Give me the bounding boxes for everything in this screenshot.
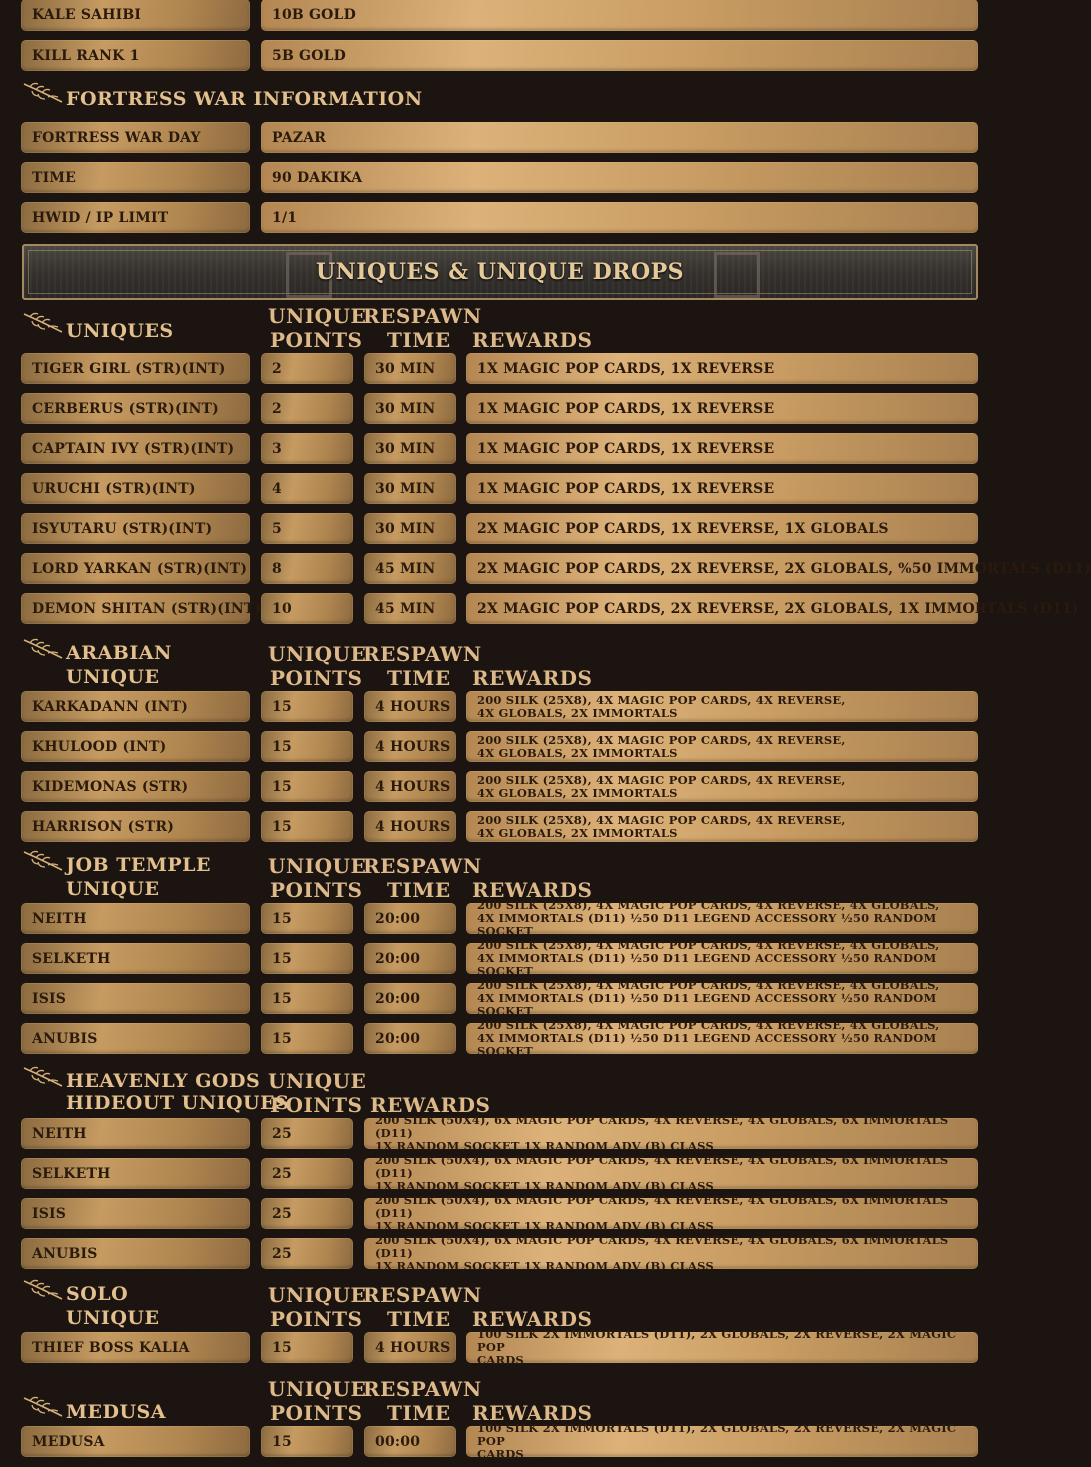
reward: [364, 1233, 978, 1273]
header-rewards: REWARDS: [472, 878, 593, 902]
reward-line-1: 200 SILK (50X4), 6X MAGIC POP CARDS, 4X REVERSE, 4X GLOBALS, 6X IMMORTALS (D11): [375, 1233, 949, 1260]
reward: [466, 811, 978, 842]
header-rewards: REWARDS: [472, 328, 593, 352]
unique-name: CAPTAIN IVY (STR)(INT): [21, 433, 250, 464]
header-points: POINTS: [270, 1093, 363, 1117]
unique-points: 8: [261, 553, 353, 584]
unique-points: 25: [261, 1118, 353, 1149]
row-label: TIME: [21, 162, 250, 193]
section-title-line2: HIDEOUT UNIQUES: [66, 1092, 290, 1114]
header-time: TIME: [387, 666, 451, 690]
unique-points: 15: [261, 731, 353, 762]
unique-name: ISIS: [21, 1198, 250, 1229]
reward-line-2: 4X GLOBALS, 2X IMMORTALS: [477, 745, 678, 760]
unique-name: MEDUSA: [21, 1426, 250, 1457]
reward: 1X MAGIC POP CARDS, 1X REVERSE: [466, 393, 978, 424]
unique-name: ISYUTARU (STR)(INT): [21, 513, 250, 544]
section-title: UNIQUES: [66, 320, 174, 342]
section-title: MEDUSA: [66, 1401, 167, 1423]
unique-name: HARRISON (STR): [21, 811, 250, 842]
header-time: TIME: [387, 1401, 451, 1425]
wheat-icon: [22, 1394, 64, 1422]
unique-name: LORD YARKAN (STR)(INT): [21, 553, 250, 584]
unique-points: 15: [261, 691, 353, 722]
respawn-time: 45 MIN: [364, 593, 456, 624]
unique-name: KIDEMONAS (STR): [21, 771, 250, 802]
section-title: JOB TEMPLE: [66, 854, 211, 876]
respawn-time: 20:00: [364, 1023, 456, 1054]
header-respawn: RESPAWN: [363, 1283, 482, 1307]
respawn-time: 30 MIN: [364, 353, 456, 384]
reward: [466, 1018, 978, 1058]
respawn-time: 00:00: [364, 1426, 456, 1457]
reward-line-1: 200 SILK (25X8), 4X MAGIC POP CARDS, 4X REVERSE, 4X GLOBALS,: [477, 898, 940, 912]
unique-name: SELKETH: [21, 943, 250, 974]
header-time: TIME: [387, 328, 451, 352]
unique-points: 15: [261, 1426, 353, 1457]
reward: [466, 1421, 978, 1461]
respawn-time: 30 MIN: [364, 393, 456, 424]
unique-name: URUCHI (STR)(INT): [21, 473, 250, 504]
unique-points: 2: [261, 353, 353, 384]
row-label: HWID / IP LIMIT: [21, 202, 250, 233]
wheat-icon: [22, 80, 64, 108]
respawn-time: 4 HOURS: [364, 731, 456, 762]
banner-title: UNIQUES & UNIQUE DROPS: [315, 259, 685, 285]
respawn-time: 4 HOURS: [364, 771, 456, 802]
section-title: ARABIAN: [66, 642, 172, 664]
reward-line-1: 200 SILK (50X4), 6X MAGIC POP CARDS, 4X REVERSE, 4X GLOBALS, 6X IMMORTALS (D11): [375, 1153, 949, 1180]
unique-points: 3: [261, 433, 353, 464]
unique-points: 15: [261, 903, 353, 934]
header-respawn: RESPAWN: [363, 1377, 482, 1401]
reward: 2X MAGIC POP CARDS, 2X REVERSE, 2X GLOBALS, %50 IMMORTALS (D11): [466, 553, 978, 584]
section-title-line2: UNIQUE: [66, 1307, 160, 1329]
reward: [466, 691, 978, 722]
row-value: 90 DAKIKA: [261, 162, 978, 193]
reward: [466, 1327, 978, 1367]
reward-line-2: 1X RANDOM SOCKET 1X RANDOM ADV (B) CLASS: [375, 1139, 714, 1153]
header-respawn: RESPAWN: [363, 304, 482, 328]
unique-points: 5: [261, 513, 353, 544]
unique-points: 4: [261, 473, 353, 504]
unique-name: DEMON SHITAN (STR)(INT): [21, 593, 250, 624]
unique-name: ANUBIS: [21, 1238, 250, 1269]
reward-line-1: 200 SILK (25X8), 4X MAGIC POP CARDS, 4X REVERSE,: [477, 812, 846, 827]
respawn-time: 20:00: [364, 983, 456, 1014]
reward-line-2: 4X IMMORTALS (D11) ½50 D11 LEGEND ACCESSORY ½50 RANDOM SOCKET: [477, 951, 937, 978]
unique-name: ANUBIS: [21, 1023, 250, 1054]
reward: [466, 898, 978, 938]
reward: [466, 771, 978, 802]
unique-points: 15: [261, 771, 353, 802]
unique-points: 10: [261, 593, 353, 624]
row-label: KILL RANK 1: [21, 40, 250, 71]
section-title-line2: UNIQUE: [66, 666, 160, 688]
reward-line-2: 4X GLOBALS, 2X IMMORTALS: [477, 825, 678, 840]
reward-line-1: 200 SILK (25X8), 4X MAGIC POP CARDS, 4X REVERSE, 4X GLOBALS,: [477, 938, 940, 952]
header-respawn: RESPAWN: [363, 854, 482, 878]
reward-line-1: 200 SILK (25X8), 4X MAGIC POP CARDS, 4X REVERSE, 4X GLOBALS,: [477, 978, 940, 992]
header-unique: UNIQUE: [268, 642, 367, 666]
reward: 1X MAGIC POP CARDS, 1X REVERSE: [466, 433, 978, 464]
wheat-icon: [22, 310, 64, 338]
reward-line-2: 4X IMMORTALS (D11) ½50 D11 LEGEND ACCESSORY ½50 RANDOM SOCKET: [477, 911, 937, 938]
unique-points: 2: [261, 393, 353, 424]
respawn-time: 4 HOURS: [364, 1332, 456, 1363]
row-label: KALE SAHIBI: [21, 0, 250, 31]
header-points: POINTS: [270, 1401, 363, 1425]
respawn-time: 20:00: [364, 943, 456, 974]
reward-line-2: CARDS: [477, 1447, 524, 1461]
reward-line-1: 200 SILK (25X8), 4X MAGIC POP CARDS, 4X REVERSE, 4X GLOBALS,: [477, 1018, 940, 1032]
reward: 2X MAGIC POP CARDS, 2X REVERSE, 2X GLOBALS, 1X IMMORTALS (D11): [466, 593, 978, 624]
reward-line-1: 200 SILK (50X4), 6X MAGIC POP CARDS, 4X REVERSE, 4X GLOBALS, 6X IMMORTALS (D11): [375, 1113, 949, 1140]
reward: [364, 1153, 978, 1193]
header-rewards: REWARDS: [472, 666, 593, 690]
wheat-icon: [22, 848, 64, 876]
header-unique: UNIQUE: [268, 854, 367, 878]
header-unique: UNIQUE: [268, 304, 367, 328]
unique-name: KARKADANN (INT): [21, 691, 250, 722]
reward-line-2: CARDS: [477, 1353, 524, 1367]
unique-name: NEITH: [21, 1118, 250, 1149]
wheat-icon: [22, 636, 64, 664]
reward-line-2: 1X RANDOM SOCKET 1X RANDOM ADV (B) CLASS: [375, 1219, 714, 1233]
reward-line-1: 100 SILK 2X IMMORTALS (D11), 2X GLOBALS, 2X REVERSE, 2X MAGIC POP: [477, 1421, 957, 1448]
unique-points: 15: [261, 811, 353, 842]
reward-line-2: 4X IMMORTALS (D11) ½50 D11 LEGEND ACCESSORY ½50 RANDOM SOCKET: [477, 991, 937, 1018]
reward: 1X MAGIC POP CARDS, 1X REVERSE: [466, 473, 978, 504]
header-unique: UNIQUE: [268, 1283, 367, 1307]
unique-name: CERBERUS (STR)(INT): [21, 393, 250, 424]
reward: [466, 731, 978, 762]
reward-line-1: 200 SILK (50X4), 6X MAGIC POP CARDS, 4X REVERSE, 4X GLOBALS, 6X IMMORTALS (D11): [375, 1193, 949, 1220]
header-respawn: RESPAWN: [363, 642, 482, 666]
respawn-time: 30 MIN: [364, 433, 456, 464]
reward: [466, 978, 978, 1018]
reward: [364, 1193, 978, 1233]
section-title: SOLO: [66, 1283, 129, 1305]
header-time: TIME: [387, 878, 451, 902]
row-value: 10B GOLD: [261, 0, 978, 31]
reward: [364, 1113, 978, 1153]
respawn-time: 30 MIN: [364, 513, 456, 544]
unique-name: KHULOOD (INT): [21, 731, 250, 762]
row-value: 1/1: [261, 202, 978, 233]
respawn-time: 30 MIN: [364, 473, 456, 504]
unique-name: SELKETH: [21, 1158, 250, 1189]
unique-points: 15: [261, 983, 353, 1014]
section-title: FORTRESS WAR INFORMATION: [66, 88, 423, 110]
reward-line-2: 1X RANDOM SOCKET 1X RANDOM ADV (B) CLASS: [375, 1179, 714, 1193]
header-unique: UNIQUE: [268, 1377, 367, 1401]
reward: [466, 938, 978, 978]
reward-line-1: 200 SILK (25X8), 4X MAGIC POP CARDS, 4X REVERSE,: [477, 692, 846, 707]
header-points: POINTS: [270, 666, 363, 690]
header-points: POINTS: [270, 878, 363, 902]
reward-line-2: 4X GLOBALS, 2X IMMORTALS: [477, 705, 678, 720]
unique-points: 25: [261, 1198, 353, 1229]
respawn-time: 4 HOURS: [364, 691, 456, 722]
unique-name: NEITH: [21, 903, 250, 934]
reward-line-1: 200 SILK (25X8), 4X MAGIC POP CARDS, 4X REVERSE,: [477, 732, 846, 747]
unique-points: 25: [261, 1238, 353, 1269]
unique-name: TIGER GIRL (STR)(INT): [21, 353, 250, 384]
unique-points: 15: [261, 1023, 353, 1054]
banner-ornament: [714, 252, 760, 298]
wheat-icon: [22, 1277, 64, 1305]
header-points: POINTS: [270, 328, 363, 352]
reward-line-1: 100 SILK 2X IMMORTALS (D11), 2X GLOBALS, 2X REVERSE, 2X MAGIC POP: [477, 1327, 957, 1354]
section-title: HEAVENLY GODS: [66, 1070, 261, 1092]
section-title-line2: UNIQUE: [66, 878, 160, 900]
respawn-time: 20:00: [364, 903, 456, 934]
unique-name: THIEF BOSS KALIA: [21, 1332, 250, 1363]
reward: 2X MAGIC POP CARDS, 1X REVERSE, 1X GLOBALS: [466, 513, 978, 544]
respawn-time: 45 MIN: [364, 553, 456, 584]
row-value: PAZAR: [261, 122, 978, 153]
reward-line-1: 200 SILK (25X8), 4X MAGIC POP CARDS, 4X REVERSE,: [477, 772, 846, 787]
reward-line-2: 1X RANDOM SOCKET 1X RANDOM ADV (B) CLASS: [375, 1259, 714, 1273]
unique-points: 15: [261, 943, 353, 974]
wheat-icon: [22, 1064, 64, 1092]
reward-line-2: 4X IMMORTALS (D11) ½50 D11 LEGEND ACCESSORY ½50 RANDOM SOCKET: [477, 1031, 937, 1058]
reward: 1X MAGIC POP CARDS, 1X REVERSE: [466, 353, 978, 384]
header-rewards: REWARDS: [370, 1093, 491, 1117]
respawn-time: 4 HOURS: [364, 811, 456, 842]
unique-points: 15: [261, 1332, 353, 1363]
unique-points: 25: [261, 1158, 353, 1189]
header-unique: UNIQUE: [268, 1069, 367, 1093]
header-rewards: REWARDS: [472, 1401, 593, 1425]
row-value: 5B GOLD: [261, 40, 978, 71]
unique-name: ISIS: [21, 983, 250, 1014]
row-label: FORTRESS WAR DAY: [21, 122, 250, 153]
section-banner: [22, 244, 978, 300]
header-time: TIME: [387, 1307, 451, 1331]
header-points: POINTS: [270, 1307, 363, 1331]
reward-line-2: 4X GLOBALS, 2X IMMORTALS: [477, 785, 678, 800]
header-rewards: REWARDS: [472, 1307, 593, 1331]
